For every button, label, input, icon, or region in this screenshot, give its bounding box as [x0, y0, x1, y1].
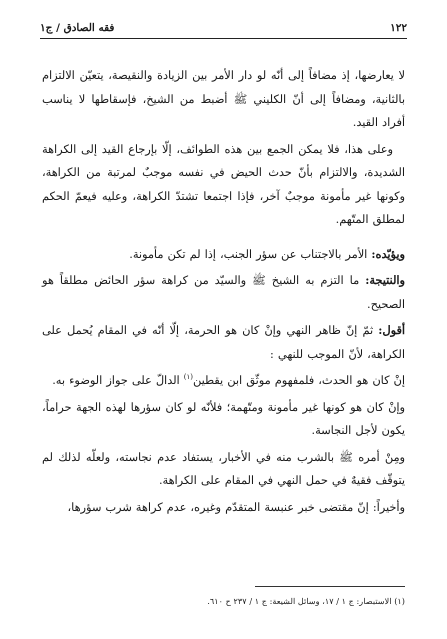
- page-number: ١٢٢: [390, 22, 407, 34]
- paragraph-4: [42, 269, 405, 316]
- paragraph-5-text: ثمّ إنّ ظاهر النهي وإنْ كان هو الحرمة، إلّا أنّه في المقام يُحمل على الكراهة، لأنّ الموجب للنهي :: [42, 324, 405, 361]
- paragraph-6-before: إنْ كان هو الحدث، فلمفهوم موثّق ابن يقطين: [193, 374, 405, 387]
- footnote: (١) الاستبصار: ج ١ / ١٧، وسائل الشيعة: ج ١ / ٢٣٧ ح ٦١٠.: [207, 596, 405, 606]
- body-text: [42, 64, 405, 522]
- paragraph-2: وعلى هذا، فلا يمكن الجمع بين هذه الطوائف، إلّا بإرجاع القيد إلى الكراهة الشديدة، والالتزام بأنّ حدث الحيض في نفسه موجبٌ لمرتبة من الكراهة، وكونها غير مأمونة موجبٌ آخر، فإذا اجتمعا تشتدّ الكراهة، وعليه فيعمّ الحكم لمطلق المتّهم.: [42, 142, 405, 226]
- paragraph-8: ومِنْ أمره ﷺ بالشرب منه في الأخبار، يستفاد عدم نجاسته، ولعلّه لذلك لم يتوقّف فقيهٌ في حمل النهي في المقام على الكراهة.: [42, 450, 405, 487]
- footnote-rule: [255, 586, 405, 587]
- paragraph-6: [42, 369, 405, 393]
- paragraph-7: وإنْ كان هو كونها غير مأمونة ومتّهمة؛ فلأنّه لو كان سؤرها لهذه الجهة حراماً، يكون لأجل النجاسة.: [42, 400, 405, 437]
- paragraph-6-after: الدالّ على جواز الوضوء به.: [52, 374, 184, 387]
- paragraph-4-label: والنتيجة:: [365, 273, 405, 287]
- paragraph-3: [42, 243, 405, 267]
- paragraph-9: وأخيراً: إنّ مقتضى خبر عنبسة المتقدّم وغيره، عدم كراهة شرب سؤرها،: [67, 500, 405, 514]
- paragraph-5: [42, 319, 405, 366]
- paragraph-5-label: أقول:: [378, 323, 405, 337]
- header-rule: [40, 38, 407, 39]
- paragraph-1: لا يعارضها، إذ مضافاً إلى أنّه لو دار الأمر بين الزيادة والنقيصة، يتعيّن الالتزام بالثانية، ومضافاً إلى أنّ الكليني ﷺ أضبط من الشيخ، فإسقاطها لا يناسب أفراد القيد.: [42, 69, 405, 129]
- paragraph-4-text: ما التزم به الشيخ ﷺ والسيّد من كراهة سؤر الحائض مطلقاً هو الصحيح.: [42, 274, 405, 311]
- running-title: فقه الصادق / ج١: [40, 22, 115, 34]
- paragraph-3-label: ويؤيّده:: [371, 246, 405, 261]
- footnote-ref-1[interactable]: (١): [183, 373, 194, 382]
- paragraph-3-text: الأمر بالاجتناب عن سؤر الجنب، إذا لم تكن مأمونة.: [129, 247, 372, 261]
